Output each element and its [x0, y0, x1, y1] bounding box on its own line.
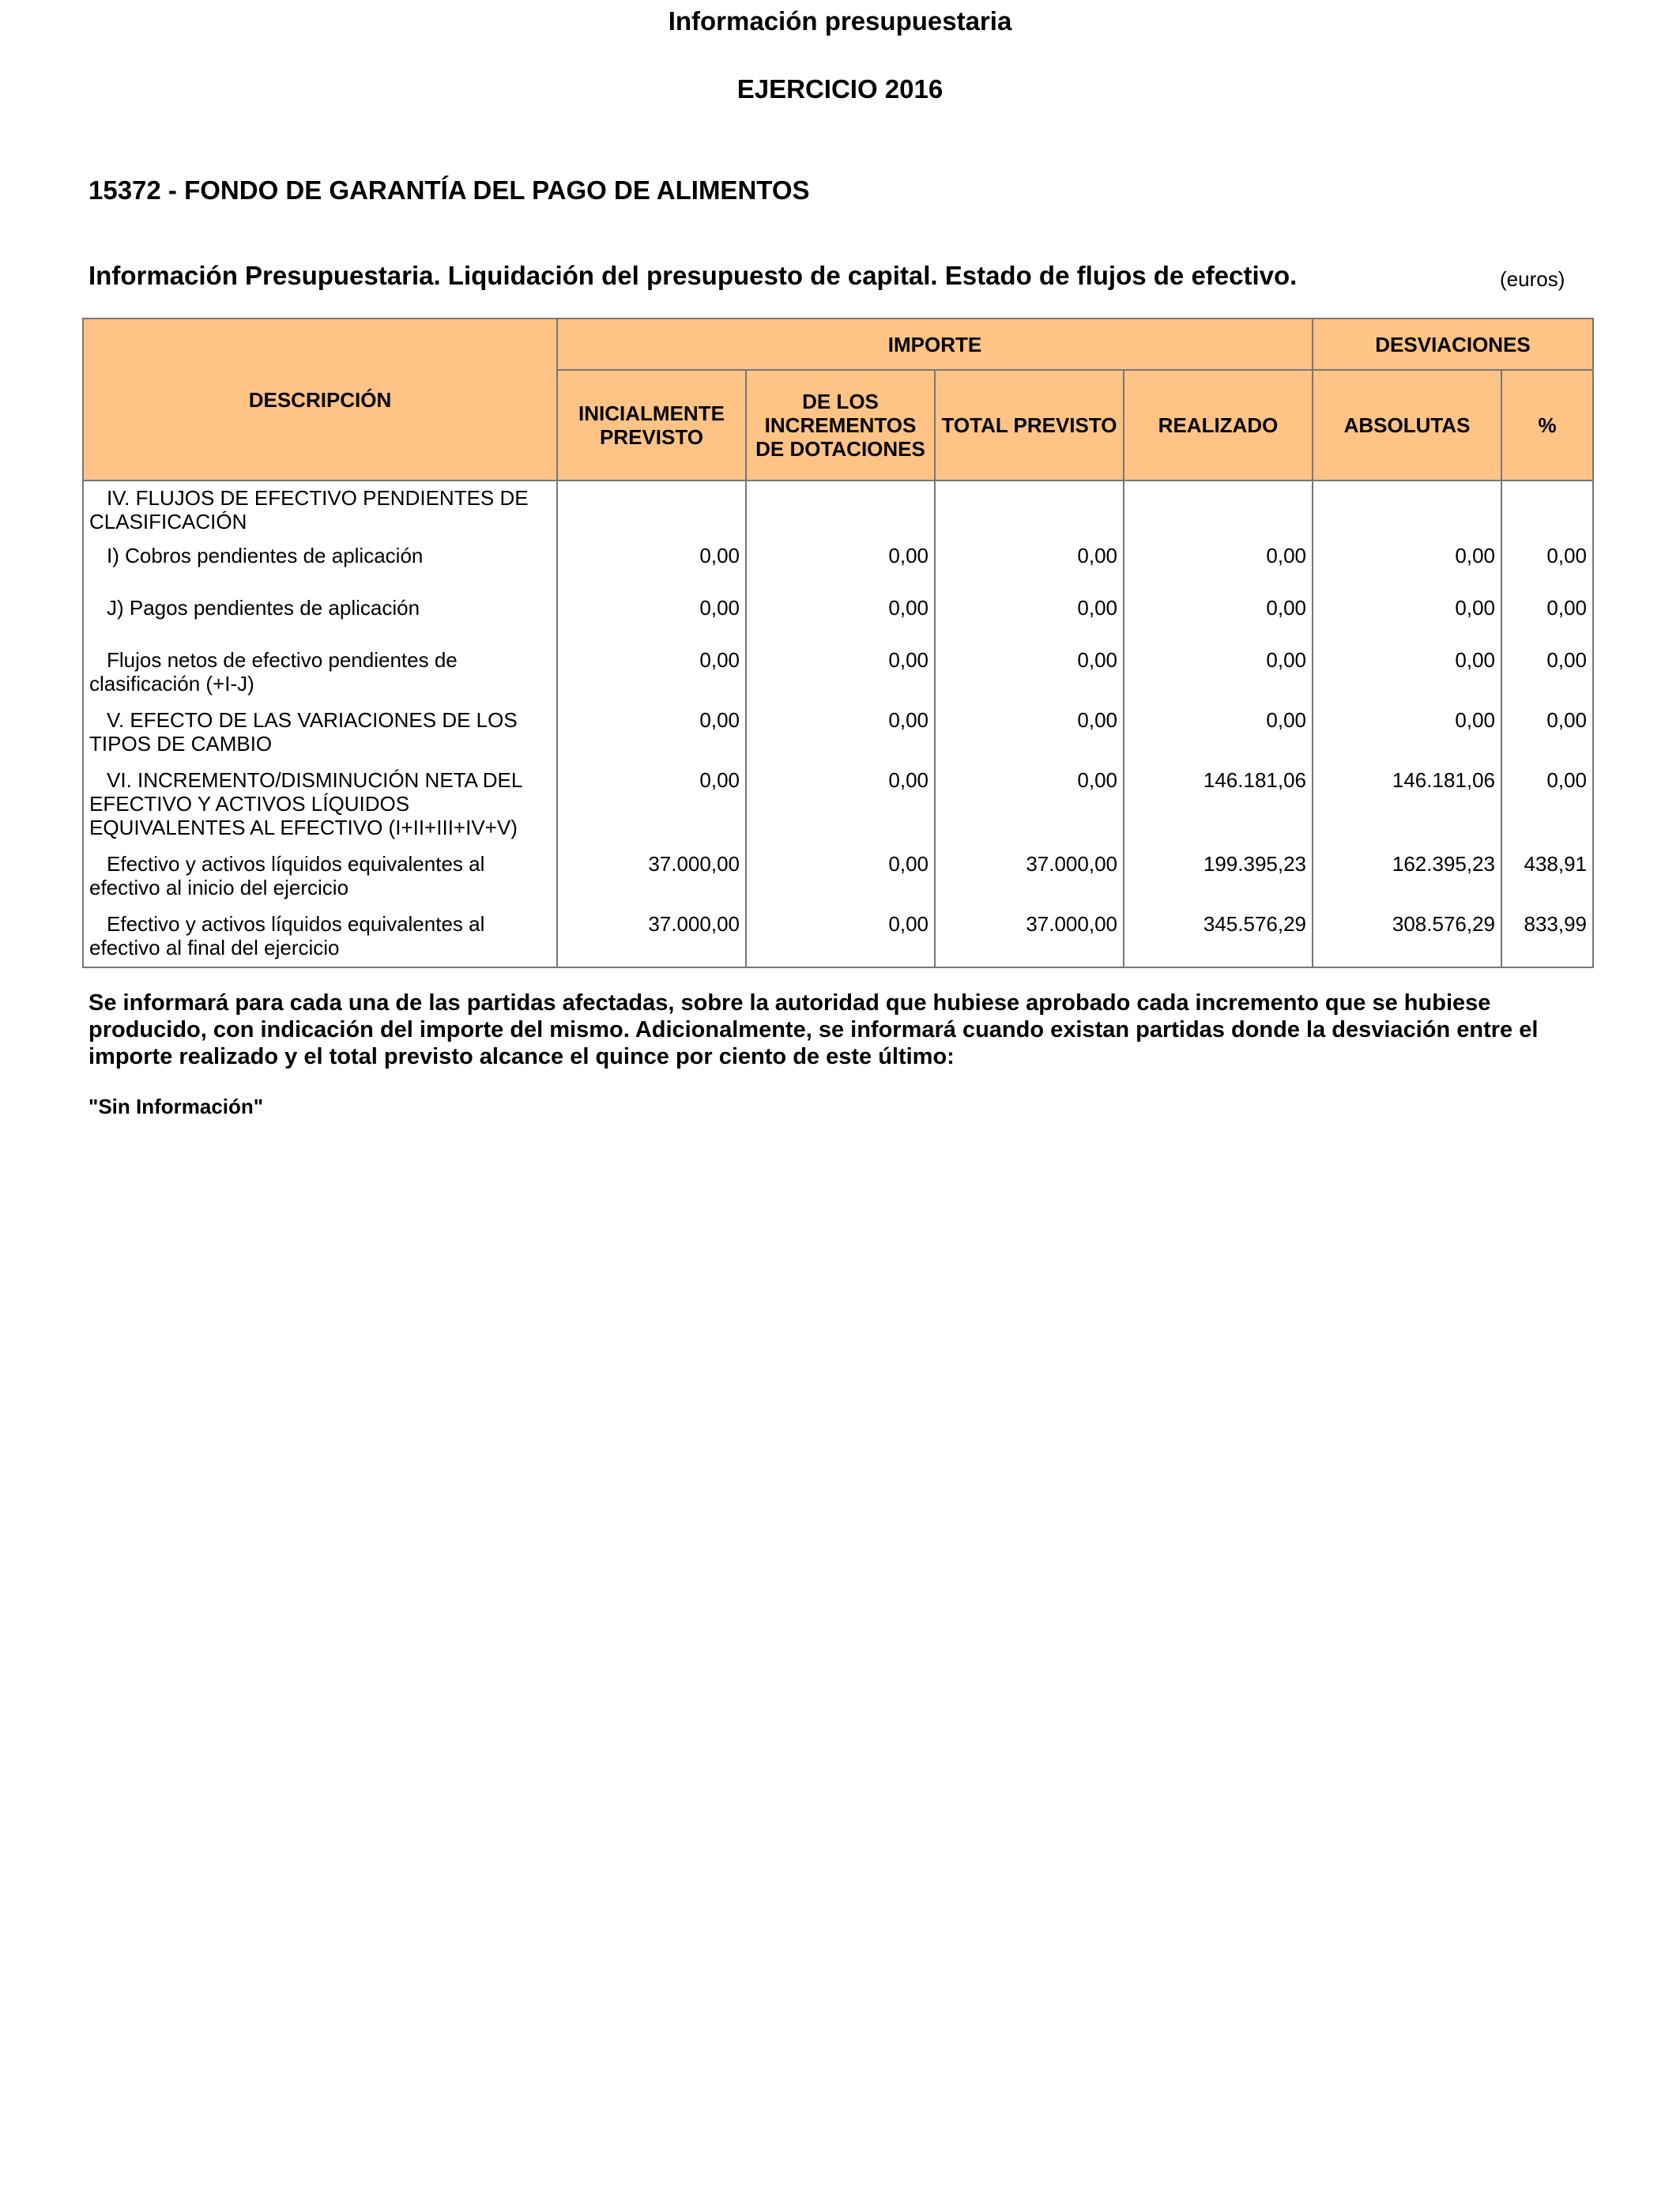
cell-total-previsto: 0,00: [935, 763, 1124, 847]
col-header-total-previsto: TOTAL PREVISTO: [935, 370, 1124, 481]
cell-inicialmente-previsto: 0,00: [557, 591, 746, 643]
cell-inicialmente-previsto: 0,00: [557, 643, 746, 703]
col-group-desviaciones: DESVIACIONES: [1313, 319, 1593, 370]
cell-inicialmente-previsto: 37.000,00: [557, 907, 746, 967]
row-label: IV. FLUJOS DE EFECTIVO PENDIENTES DE CLASIFICACIÓN: [83, 481, 557, 539]
cell-percent: 833,99: [1501, 907, 1593, 967]
col-header-absolutas: ABSOLUTAS: [1313, 370, 1501, 481]
cell-realizado: 199.395,23: [1124, 847, 1313, 907]
cell-percent: [1501, 481, 1593, 539]
col-header-realizado: REALIZADO: [1124, 370, 1313, 481]
cell-total-previsto: [935, 481, 1124, 539]
cell-absolutas: 146.181,06: [1313, 763, 1501, 847]
cell-incrementos-dotaciones: [746, 481, 935, 539]
cell-realizado: 345.576,29: [1124, 907, 1313, 967]
cell-inicialmente-previsto: 0,00: [557, 703, 746, 763]
cell-absolutas: 162.395,23: [1313, 847, 1501, 907]
entity-heading: 15372 - FONDO DE GARANTÍA DEL PAGO DE ALIMENTOS: [89, 175, 810, 205]
cell-incrementos-dotaciones: 0,00: [746, 703, 935, 763]
cell-inicialmente-previsto: 0,00: [557, 539, 746, 591]
table-row: [83, 907, 1593, 967]
cell-total-previsto: 0,00: [935, 539, 1124, 591]
cell-absolutas: [1313, 481, 1501, 539]
cell-total-previsto: 0,00: [935, 643, 1124, 703]
cell-percent: 0,00: [1501, 539, 1593, 591]
cell-absolutas: 0,00: [1313, 643, 1501, 703]
cell-absolutas: 0,00: [1313, 703, 1501, 763]
table-row: [83, 539, 1593, 591]
cell-incrementos-dotaciones: 0,00: [746, 907, 935, 967]
cell-realizado: 146.181,06: [1124, 763, 1313, 847]
cell-realizado: [1124, 481, 1313, 539]
cell-percent: 0,00: [1501, 703, 1593, 763]
table-row: [83, 703, 1593, 763]
table-row: [83, 847, 1593, 907]
table-row: [83, 591, 1593, 643]
row-label: VI. INCREMENTO/DISMINUCIÓN NETA DEL EFECTIVO Y ACTIVOS LÍQUIDOS EQUIVALENTES AL EFECTIVO (I+II+III+IV+V): [83, 763, 557, 847]
cell-realizado: 0,00: [1124, 703, 1313, 763]
units-label: (euros): [1500, 267, 1565, 291]
table-row: [83, 763, 1593, 847]
row-label: Efectivo y activos líquidos equivalentes al efectivo al inicio del ejercicio: [83, 847, 557, 907]
cell-absolutas: 0,00: [1313, 539, 1501, 591]
cell-percent: 0,00: [1501, 643, 1593, 703]
cell-incrementos-dotaciones: 0,00: [746, 847, 935, 907]
cell-total-previsto: 37.000,00: [935, 847, 1124, 907]
col-group-importe: IMPORTE: [557, 319, 1313, 370]
cell-realizado: 0,00: [1124, 591, 1313, 643]
cell-inicialmente-previsto: [557, 481, 746, 539]
col-header-description: DESCRIPCIÓN: [83, 319, 557, 481]
col-header-incrementos-dotaciones: DE LOS INCREMENTOS DE DOTACIONES: [746, 370, 935, 481]
page-title: Información presupuestaria: [668, 6, 1012, 36]
cell-total-previsto: 0,00: [935, 591, 1124, 643]
cell-inicialmente-previsto: 37.000,00: [557, 847, 746, 907]
row-label: Flujos netos de efectivo pendientes de clasificación (+I-J): [83, 643, 557, 703]
row-label: I) Cobros pendientes de aplicación: [83, 539, 557, 591]
cell-incrementos-dotaciones: 0,00: [746, 643, 935, 703]
table-row: [83, 643, 1593, 703]
cell-absolutas: 308.576,29: [1313, 907, 1501, 967]
row-label: V. EFECTO DE LAS VARIACIONES DE LOS TIPOS DE CAMBIO: [83, 703, 557, 763]
col-header-percent: %: [1501, 370, 1593, 481]
table-group-header-row: [83, 319, 1593, 370]
cell-incrementos-dotaciones: 0,00: [746, 539, 935, 591]
cell-percent: 438,91: [1501, 847, 1593, 907]
cell-realizado: 0,00: [1124, 539, 1313, 591]
cell-inicialmente-previsto: 0,00: [557, 763, 746, 847]
cell-realizado: 0,00: [1124, 643, 1313, 703]
cell-percent: 0,00: [1501, 591, 1593, 643]
exercise-year: EJERCICIO 2016: [736, 74, 944, 104]
no-information-label: "Sin Información": [89, 1095, 264, 1118]
cell-total-previsto: 37.000,00: [935, 907, 1124, 967]
cell-absolutas: 0,00: [1313, 591, 1501, 643]
cell-total-previsto: 0,00: [935, 703, 1124, 763]
cell-percent: 0,00: [1501, 763, 1593, 847]
table-row: [83, 481, 1593, 539]
section-title: Información Presupuestaria. Liquidación del presupuesto de capital. Estado de flujos de efectivo.: [89, 261, 1298, 290]
row-label: Efectivo y activos líquidos equivalentes al efectivo al final del ejercicio: [83, 907, 557, 967]
footer-note: Se informará para cada una de las partidas afectadas, sobre la autoridad que hubiese aprobado cada incremento que se hubiese producido, con indicación del importe del mismo. Adicionalmente, se informará cuando existan partidas donde la desviación entre el importe realizado y el total previsto alcance el quince por ciento de este último:: [89, 990, 1539, 1069]
row-label: J) Pagos pendientes de aplicación: [83, 591, 557, 643]
cell-incrementos-dotaciones: 0,00: [746, 763, 935, 847]
budget-table: [82, 318, 1594, 968]
cell-incrementos-dotaciones: 0,00: [746, 591, 935, 643]
col-header-inicialmente-previsto: INICIALMENTE PREVISTO: [557, 370, 746, 481]
